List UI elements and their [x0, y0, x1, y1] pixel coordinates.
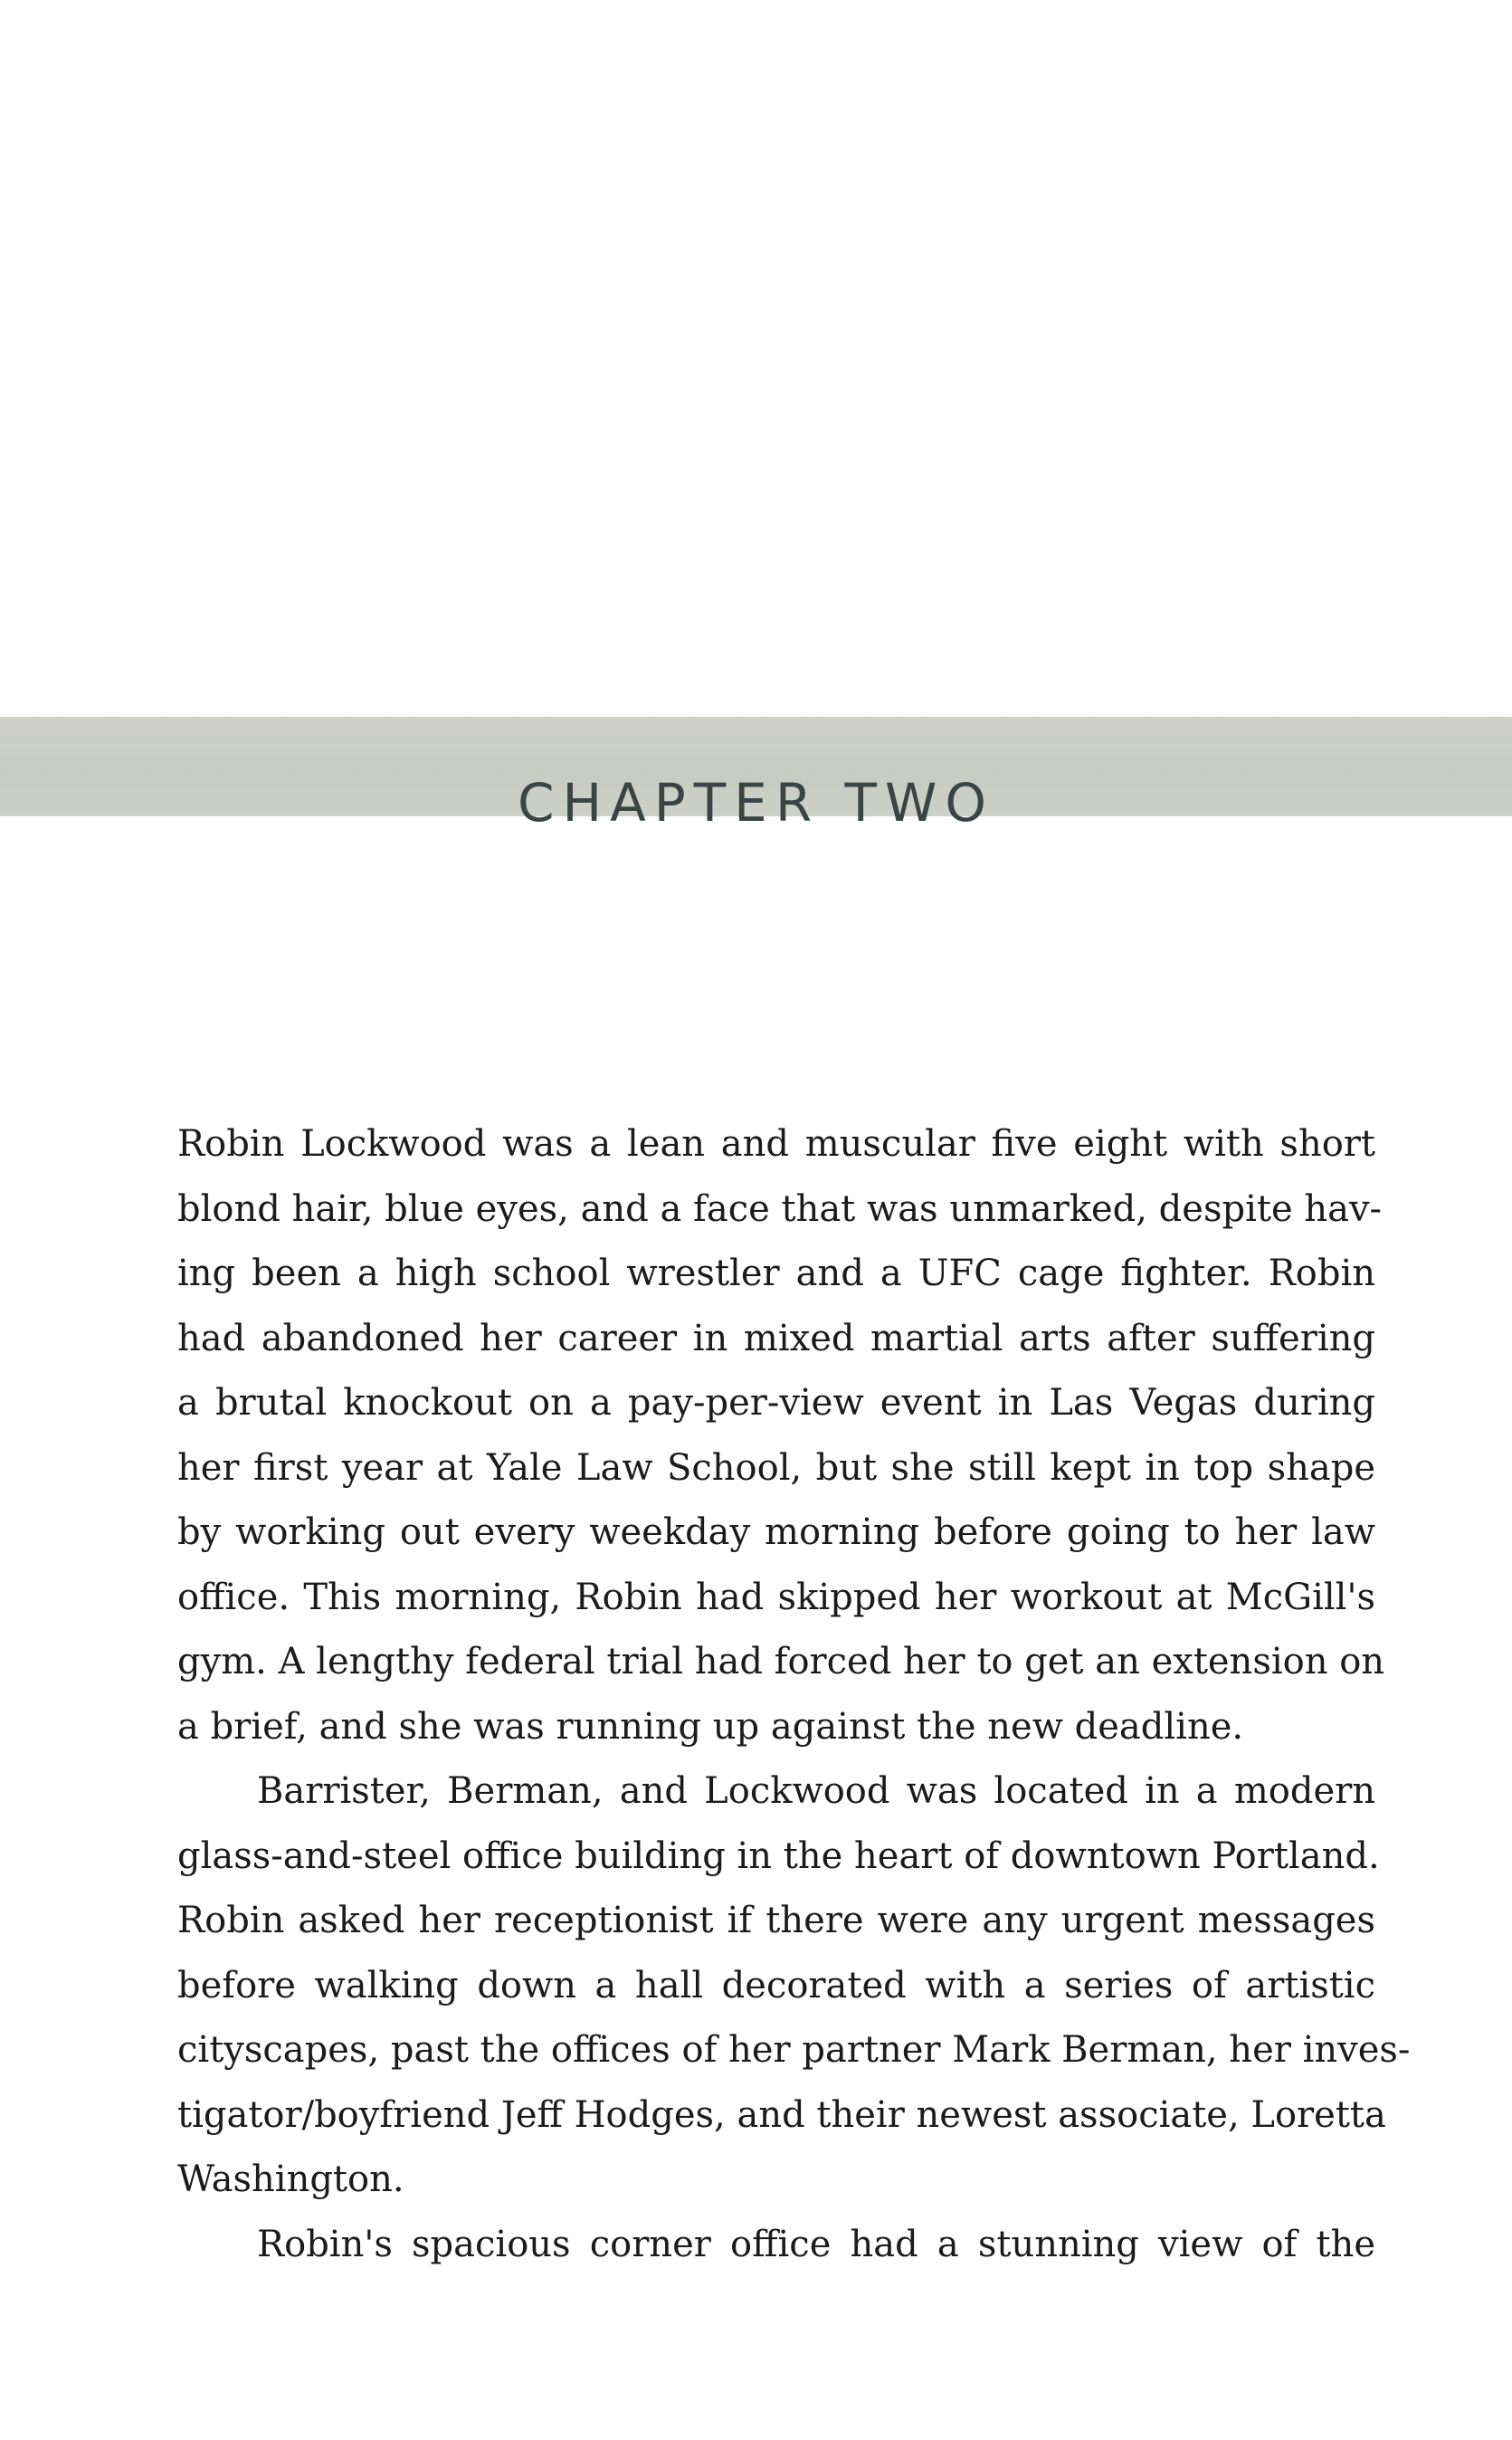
text-line: glass-and-steel office building in the heart of downtown Portland. [177, 1835, 1380, 1877]
text-line: ing been a high school wrestler and a UFC cage fighter. Robin [177, 1253, 1375, 1294]
text-line: a brutal knockout on a pay-per-view event in Las Vegas during [177, 1382, 1375, 1424]
text-line: by working out every weekday morning before going to her law [177, 1511, 1375, 1553]
chapter-title: CHAPTER TWO [517, 772, 994, 834]
text-line: Barrister, Berman, and Lockwood was located in a modern [257, 1770, 1375, 1812]
body-text [177, 1112, 1411, 2277]
text-line: Robin asked her receptionist if there were any urgent messages [177, 1900, 1375, 1941]
text-line: gym. A lengthy federal trial had forced her to get an extension on [177, 1641, 1385, 1682]
text-line: before walking down a hall decorated with a series of artistic [177, 1964, 1375, 2006]
text-line: cityscapes, past the offices of her partner Mark Berman, her inves- [177, 2029, 1411, 2071]
text-line: her first year at Yale Law School, but she still kept in top shape [177, 1446, 1375, 1489]
text-line: Robin's spacious corner office had a stunning view of the [257, 2223, 1375, 2265]
text-line: blond hair, blue eyes, and a face that was unmarked, despite hav- [177, 1187, 1383, 1230]
text-line: a brief, and she was running up against the new deadline. [177, 1705, 1244, 1748]
text-line: tigator/boyfriend Jeff Hodges, and their newest associate, Loretta [177, 2093, 1386, 2136]
text-line: Robin Lockwood was a lean and muscular five eight with short [177, 1123, 1375, 1165]
text-line: had abandoned her career in mixed martial arts after suffering [177, 1317, 1375, 1359]
text-line: Washington. [177, 2159, 404, 2200]
text-line: office. This morning, Robin had skipped her workout at McGill's [177, 1576, 1375, 1618]
